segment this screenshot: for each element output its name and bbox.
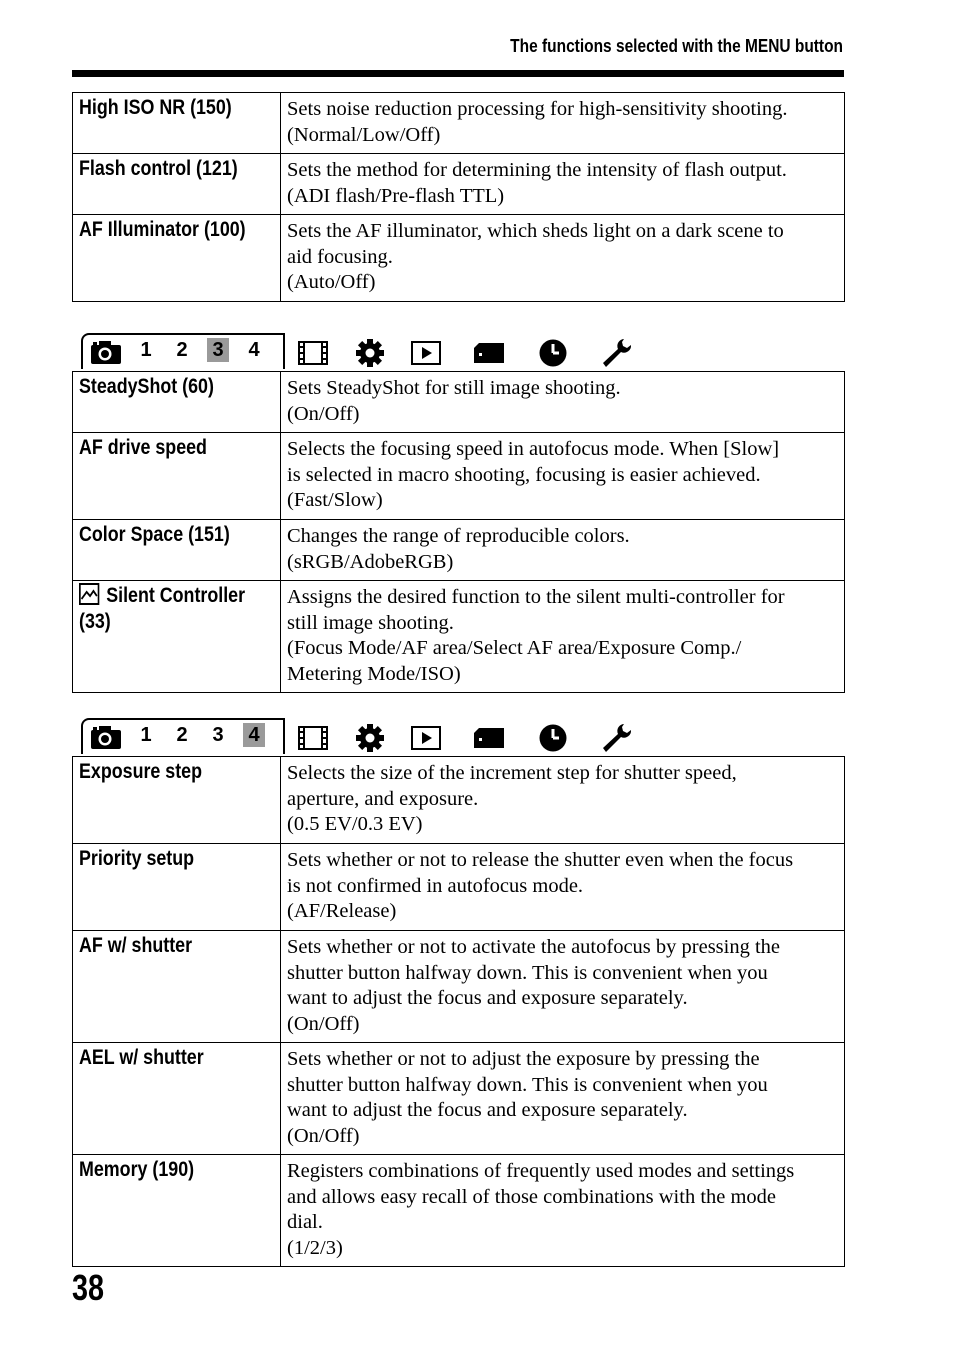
table-row	[73, 757, 845, 844]
desc-line: Sets noise reduction processing for high-sensitivity shooting.	[287, 98, 788, 120]
memory-card-icon[interactable]	[473, 342, 505, 364]
table-row	[73, 154, 845, 215]
tab-3[interactable]: 3	[212, 724, 224, 746]
page-header-title: The functions selected with the MENU button	[510, 36, 843, 56]
table-row	[73, 931, 845, 1043]
function-name	[79, 583, 245, 609]
tab-4[interactable]: 4	[248, 339, 260, 361]
function-name: Color Space (151)	[79, 523, 230, 546]
desc-line: is not confirmed in autofocus mode.	[287, 874, 584, 897]
desc-line: (sRGB/AdobeRGB)	[287, 550, 454, 573]
tab-1[interactable]: 1	[140, 724, 152, 746]
setup-wrench-icon[interactable]	[600, 722, 632, 754]
clock-icon[interactable]	[538, 338, 568, 368]
table-row	[73, 433, 845, 520]
function-table-2	[72, 371, 845, 693]
function-desc-cell	[281, 215, 845, 302]
desc-line: still image shooting.	[287, 611, 454, 634]
function-desc-cell	[281, 1155, 845, 1267]
desc-line: (On/Off)	[287, 1012, 360, 1035]
function-name: Flash control (121)	[79, 157, 238, 180]
setup-wrench-icon[interactable]	[600, 337, 632, 369]
desc-line: shutter button halfway down. This is convenient when you	[287, 961, 768, 984]
desc-line: Sets whether or not to release the shutter even when the focus	[287, 849, 794, 871]
function-name-cell	[73, 757, 281, 844]
desc-line: Selects the focusing speed in autofocus mode. When [Slow]	[287, 438, 780, 460]
desc-line: want to adjust the focus and exposure separately.	[287, 987, 688, 1009]
table-row	[73, 93, 845, 154]
still-image-icon	[79, 583, 99, 605]
movie-icon[interactable]	[298, 341, 328, 365]
menu-tab-bar-2	[81, 718, 641, 756]
table-row	[73, 372, 845, 433]
function-desc-cell	[281, 757, 845, 844]
desc-line: (Focus Mode/AF area/Select AF area/Exposure Comp./	[287, 637, 742, 659]
desc-line: Assigns the desired function to the silent multi-controller for	[287, 586, 785, 608]
function-name-cell	[73, 581, 281, 693]
function-name-cell	[73, 372, 281, 433]
function-desc-cell	[281, 931, 845, 1043]
desc-line: (AF/Release)	[287, 900, 397, 922]
function-name-cell	[73, 931, 281, 1043]
function-name: SteadyShot (60)	[79, 375, 214, 398]
desc-line: Sets whether or not to activate the autofocus by pressing the	[287, 936, 781, 958]
table-row	[73, 1155, 845, 1267]
desc-line: (Normal/Low/Off)	[287, 123, 441, 146]
playback-icon[interactable]	[411, 341, 441, 365]
function-name: AF w/ shutter	[79, 934, 193, 957]
desc-line: (0.5 EV/0.3 EV)	[287, 813, 423, 835]
function-name: AF Illuminator (100)	[79, 218, 246, 241]
playback-icon[interactable]	[411, 726, 441, 750]
desc-line: (ADI flash/Pre-flash TTL)	[287, 184, 505, 207]
function-name-cell	[73, 433, 281, 520]
clock-icon[interactable]	[538, 723, 568, 753]
function-table-3	[72, 756, 845, 1267]
desc-line: Metering Mode/ISO)	[287, 662, 461, 685]
function-name-cell	[73, 1155, 281, 1267]
function-name: Memory (190)	[79, 1158, 195, 1181]
function-desc-cell	[281, 372, 845, 433]
desc-line: aid focusing.	[287, 245, 393, 268]
memory-card-icon[interactable]	[473, 727, 505, 749]
function-name: Exposure step	[79, 760, 203, 783]
function-desc-cell	[281, 520, 845, 581]
function-name-cell	[73, 215, 281, 302]
function-name-cell	[73, 154, 281, 215]
tab-3[interactable]: 3	[207, 338, 229, 362]
function-desc-cell	[281, 844, 845, 931]
desc-line: (On/Off)	[287, 402, 360, 425]
function-desc-cell	[281, 581, 845, 693]
function-name: AF drive speed	[79, 436, 207, 459]
header-rule	[72, 70, 844, 77]
table-row	[73, 1043, 845, 1155]
desc-line: (1/2/3)	[287, 1236, 343, 1259]
function-name: AEL w/ shutter	[79, 1046, 204, 1069]
desc-line: Registers combinations of frequently used modes and settings	[287, 1160, 795, 1182]
desc-line: is selected in macro shooting, focusing is easier achieved.	[287, 463, 761, 486]
desc-line: Sets whether or not to adjust the exposure by pressing the	[287, 1048, 760, 1070]
page-number: 38	[72, 1267, 105, 1308]
table-row	[73, 581, 845, 693]
function-desc-cell	[281, 1043, 845, 1155]
tab-2[interactable]: 2	[176, 724, 188, 746]
desc-line: and allows easy recall of those combinations with the mode	[287, 1185, 777, 1208]
desc-line: (On/Off)	[287, 1124, 360, 1147]
function-name-cell	[73, 1043, 281, 1155]
desc-line: Sets the method for determining the intensity of flash output.	[287, 159, 787, 181]
camera-icon	[90, 724, 122, 750]
table-row	[73, 844, 845, 931]
desc-line: want to adjust the focus and exposure separately.	[287, 1099, 688, 1121]
desc-line: dial.	[287, 1211, 323, 1233]
tab-2[interactable]: 2	[176, 339, 188, 361]
function-name-cell	[73, 93, 281, 154]
custom-gear-icon[interactable]	[355, 338, 385, 368]
function-name-line1: Silent Controller	[106, 584, 246, 607]
function-desc-cell	[281, 433, 845, 520]
desc-line: (Fast/Slow)	[287, 489, 383, 511]
table-row	[73, 520, 845, 581]
desc-line: aperture, and exposure.	[287, 787, 479, 810]
function-desc-cell	[281, 154, 845, 215]
camera-icon	[90, 339, 122, 365]
desc-line: Changes the range of reproducible colors.	[287, 525, 630, 547]
custom-gear-icon[interactable]	[355, 723, 385, 753]
tab-4[interactable]: 4	[243, 723, 265, 747]
function-name-cell	[73, 520, 281, 581]
menu-tab-bar-1	[81, 333, 641, 371]
function-desc-cell	[281, 93, 845, 154]
function-name-line2: (33)	[79, 610, 111, 633]
desc-line: Sets SteadyShot for still image shooting.	[287, 377, 621, 399]
desc-line: Sets the AF illuminator, which sheds light on a dark scene to	[287, 220, 784, 242]
table-row	[73, 215, 845, 302]
function-name: High ISO NR (150)	[79, 96, 232, 119]
function-name-cell	[73, 844, 281, 931]
desc-line: shutter button halfway down. This is convenient when you	[287, 1073, 768, 1096]
desc-line: Selects the size of the increment step for shutter speed,	[287, 762, 737, 784]
tab-1[interactable]: 1	[140, 339, 152, 361]
desc-line: (Auto/Off)	[287, 271, 376, 293]
function-table-1	[72, 92, 845, 302]
function-name: Priority setup	[79, 847, 195, 870]
movie-icon[interactable]	[298, 726, 328, 750]
